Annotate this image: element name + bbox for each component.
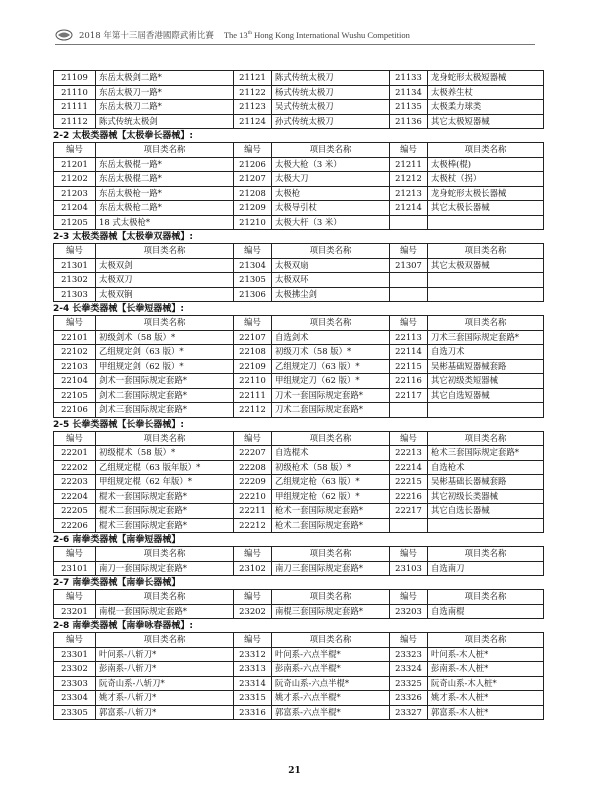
column-header-code: 编号 (390, 547, 428, 562)
event-name: 叶问系-六点半棍* (272, 647, 390, 662)
event-code-list (53, 70, 543, 721)
event-code: 22214 (390, 460, 428, 475)
event-name: 乙组规定刀（63 版）* (272, 359, 390, 374)
event-name: 南刀一套国际规定套路* (96, 561, 234, 576)
column-header-name: 项目类名称 (272, 431, 390, 446)
event-name: 甲组规定剑（62 版）* (96, 359, 234, 374)
table-row (54, 604, 544, 619)
event-name: 彭南系-八斩刀* (96, 662, 234, 677)
event-name: 吴彬基础短器械套路 (428, 359, 544, 374)
event-code: 21133 (390, 71, 428, 86)
table-row (54, 489, 544, 504)
event-code: 22116 (390, 374, 428, 389)
event-name: 太极养生杖 (428, 85, 544, 100)
event-name: 剑术一套国际规定套路* (96, 374, 234, 389)
event-name: 甲组规定刀（62 版）* (272, 374, 390, 389)
event-code: 21301 (54, 258, 96, 273)
table-header-row (54, 316, 544, 331)
event-name: 吴彬基础长器械套路 (428, 475, 544, 490)
event-name: 甲组规定棍（62 年版）* (96, 475, 234, 490)
event-name: 初级棍术（58 版）* (96, 446, 234, 461)
event-code: 21202 (54, 172, 96, 187)
event-code: 23202 (234, 604, 272, 619)
event-name (428, 215, 544, 230)
column-header-code: 编号 (54, 633, 96, 648)
event-name: 棍术三套国际规定套路* (96, 518, 234, 533)
column-header-code: 编号 (390, 316, 428, 331)
event-name: 太极棒(棍) (428, 157, 544, 172)
column-header-name: 项目类名称 (96, 633, 234, 648)
event-name: 姚才系-六点半棍* (272, 691, 390, 706)
event-name: 郭富系-八斩刀* (96, 705, 234, 720)
event-code: 22105 (54, 388, 96, 403)
event-code: 22114 (390, 345, 428, 360)
event-code: 22106 (54, 403, 96, 418)
event-code: 22215 (390, 475, 428, 490)
event-name: 棍术二套国际规定套路* (96, 504, 234, 519)
event-name: 剑术二套国际规定套路* (96, 388, 234, 403)
event-name: 龙身蛇形太极长器械 (428, 186, 544, 201)
event-name: 初级刀术（58 版）* (272, 345, 390, 360)
event-name: 乙组规定枪（63 版）* (272, 475, 390, 490)
event-code: 23323 (390, 647, 428, 662)
event-code: 22107 (234, 330, 272, 345)
column-header-code: 编号 (390, 244, 428, 259)
table-row (54, 518, 544, 533)
event-code: 21124 (234, 114, 272, 129)
event-name: 郭富系-六点半棍* (272, 705, 390, 720)
table-row (54, 647, 544, 662)
table-row (54, 85, 544, 100)
event-code: 23314 (234, 676, 272, 691)
table-header-row (54, 590, 544, 605)
table-row (54, 359, 544, 374)
column-header-code: 编号 (390, 431, 428, 446)
event-code: 22201 (54, 446, 96, 461)
event-code: 23203 (390, 604, 428, 619)
event-code: 21112 (54, 114, 96, 129)
table-row (54, 388, 544, 403)
event-name: 其它自选长器械 (428, 504, 544, 519)
column-header-name: 项目类名称 (272, 316, 390, 331)
event-code: 21209 (234, 201, 272, 216)
column-header-code: 编号 (234, 316, 272, 331)
event-code: 23327 (390, 705, 428, 720)
event-name: 太极导引杖 (272, 201, 390, 216)
section-title: 2-3 太极类器械【太极拳双器械】: (53, 232, 193, 242)
table-header-row (54, 244, 544, 259)
event-code: 22205 (54, 504, 96, 519)
event-code: 23315 (234, 691, 272, 706)
event-name: 枪术二套国际规定套路* (272, 518, 390, 533)
event-code: 21136 (390, 114, 428, 129)
event-code: 21208 (234, 186, 272, 201)
section-title: 2-2 太极类器械【太极拳长器械】: (53, 131, 193, 141)
event-code: 21205 (54, 215, 96, 230)
column-header-name: 项目类名称 (428, 431, 544, 446)
table-row (54, 71, 544, 86)
event-code: 22207 (234, 446, 272, 461)
table-row (54, 258, 544, 273)
event-name: 18 式太极枪* (96, 215, 234, 230)
event-code: 23103 (390, 561, 428, 576)
event-name: 东岳太极枪一路* (96, 186, 234, 201)
event-code: 21123 (234, 100, 272, 115)
event-name: 东岳太极刀一路* (96, 85, 234, 100)
event-name: 彭南系-木人桩* (428, 662, 544, 677)
event-code: 22211 (234, 504, 272, 519)
event-code: 21203 (54, 186, 96, 201)
event-code: 22113 (390, 330, 428, 345)
event-code: 22112 (234, 403, 272, 418)
event-code: 23325 (390, 676, 428, 691)
event-code: 21122 (234, 85, 272, 100)
page-number: 21 (288, 766, 301, 776)
event-code: 21206 (234, 157, 272, 172)
section-title: 2-5 长拳类器械【长拳长器械】: (53, 419, 184, 430)
event-name: 彭南系-六点半棍* (272, 662, 390, 677)
column-header-name: 项目类名称 (272, 633, 390, 648)
column-header-name: 项目类名称 (96, 431, 234, 446)
column-header-code: 编号 (54, 316, 96, 331)
event-code: 21204 (54, 201, 96, 216)
event-code: 23201 (54, 604, 96, 619)
event-code: 21302 (54, 273, 96, 288)
event-name: 郭富系-木人桩* (428, 705, 544, 720)
event-name: 太极杖（拐） (428, 172, 544, 187)
event-code: 22217 (390, 504, 428, 519)
event-name: 其它太极长器械 (428, 201, 544, 216)
event-name: 龙身蛇形太极短器械 (428, 71, 544, 86)
table-row (54, 691, 544, 706)
column-header-code: 编号 (390, 590, 428, 605)
event-table (53, 546, 544, 576)
section-title: 2-4 长拳类器械【长拳短器械】: (53, 304, 184, 314)
event-name: 阮奇山系-六点半棍* (272, 676, 390, 691)
event-code: 22102 (54, 345, 96, 360)
event-name: 自选枪术 (428, 460, 544, 475)
event-name: 自选南刀 (428, 561, 544, 576)
event-code: 21121 (234, 71, 272, 86)
event-code: 23312 (234, 647, 272, 662)
table-row (54, 172, 544, 187)
event-name (428, 518, 544, 533)
column-header-name: 项目类名称 (428, 590, 544, 605)
event-name: 刀术一套国际规定套路* (272, 388, 390, 403)
table-row (54, 273, 544, 288)
event-code: 22204 (54, 489, 96, 504)
table-row (54, 662, 544, 677)
event-code: 21303 (54, 287, 96, 302)
table-row (54, 374, 544, 389)
event-code: 21211 (390, 157, 428, 172)
event-name: 南棍一套国际规定套路* (96, 604, 234, 619)
event-name: 南棍三套国际规定套路* (272, 604, 390, 619)
event-name: 其它太极短器械 (428, 114, 544, 129)
event-code: 21304 (234, 258, 272, 273)
event-table (53, 589, 544, 619)
event-name: 孙式传统太极刀 (272, 114, 390, 129)
event-code: 22213 (390, 446, 428, 461)
event-name: 其它太极双器械 (428, 258, 544, 273)
event-name: 太极双扇 (272, 258, 390, 273)
event-code: 23301 (54, 647, 96, 662)
event-code: 23101 (54, 561, 96, 576)
event-code: 23316 (234, 705, 272, 720)
column-header-name: 项目类名称 (96, 547, 234, 562)
event-code: 22110 (234, 374, 272, 389)
column-header-name: 项目类名称 (428, 633, 544, 648)
event-code: 22111 (234, 388, 272, 403)
event-name: 甲组规定枪（62 版）* (272, 489, 390, 504)
page-header (55, 26, 535, 44)
event-code: 22210 (234, 489, 272, 504)
event-code (390, 403, 428, 418)
table-row (54, 186, 544, 201)
table-row (54, 100, 544, 115)
event-name: 太极双锏 (96, 287, 234, 302)
event-name: 初级剑术（58 版）* (96, 330, 234, 345)
event-name (428, 287, 544, 302)
table-row (54, 330, 544, 345)
event-name: 其它初级长类器械 (428, 489, 544, 504)
table-header-row (54, 431, 544, 446)
event-name: 东岳太极棍一路* (96, 157, 234, 172)
column-header-name: 项目类名称 (428, 316, 544, 331)
column-header-code: 编号 (234, 547, 272, 562)
event-name: 叶问系-八斩刀* (96, 647, 234, 662)
event-code: 22209 (234, 475, 272, 490)
event-code: 21305 (234, 273, 272, 288)
section-title: 2-6 南拳类器械【南拳短器械】 (53, 535, 181, 545)
event-name: 太极拂尘剑 (272, 287, 390, 302)
event-code: 23304 (54, 691, 96, 706)
event-table (53, 431, 544, 534)
event-code: 22108 (234, 345, 272, 360)
column-header-name: 项目类名称 (272, 547, 390, 562)
event-code: 23302 (54, 662, 96, 677)
table-header-row (54, 633, 544, 648)
event-code: 22117 (390, 388, 428, 403)
column-header-name: 项目类名称 (272, 143, 390, 158)
table-row (54, 215, 544, 230)
event-code: 21307 (390, 258, 428, 273)
event-name: 东岳太极棍二路* (96, 172, 234, 187)
event-name: 姚才系-木人桩* (428, 691, 544, 706)
event-name: 棍术一套国际规定套路* (96, 489, 234, 504)
column-header-name: 项目类名称 (96, 244, 234, 259)
event-code: 21306 (234, 287, 272, 302)
event-code: 22115 (390, 359, 428, 374)
event-name: 太极大杆（3 米） (272, 215, 390, 230)
column-header-name: 项目类名称 (96, 143, 234, 158)
event-name: 阮奇山系-八斩刀* (96, 676, 234, 691)
event-name: 吴式传统太极刀 (272, 100, 390, 115)
column-header-code: 编号 (234, 431, 272, 446)
event-name (428, 403, 544, 418)
event-code (390, 215, 428, 230)
event-name: 自选剑术 (272, 330, 390, 345)
column-header-code: 编号 (54, 590, 96, 605)
event-code (390, 518, 428, 533)
event-code: 22109 (234, 359, 272, 374)
event-name: 南刀三套国际规定套路* (272, 561, 390, 576)
header-title: 2018 年第十三屆香港國際武術比賽 (79, 31, 214, 41)
event-name: 刀术三套国际规定套路* (428, 330, 544, 345)
event-code: 21213 (390, 186, 428, 201)
header-divider (55, 44, 535, 45)
event-code: 23305 (54, 705, 96, 720)
column-header-name: 项目类名称 (272, 244, 390, 259)
event-name: 杨式传统太极刀 (272, 85, 390, 100)
event-code: 21109 (54, 71, 96, 86)
event-name: 太极双环 (272, 273, 390, 288)
event-name: 太极大枪（3 米） (272, 157, 390, 172)
column-header-code: 编号 (234, 590, 272, 605)
event-name: 陈式传统太极刀 (272, 71, 390, 86)
table-row (54, 157, 544, 172)
event-name: 枪术三套国际规定套路* (428, 446, 544, 461)
event-name: 自选刀术 (428, 345, 544, 360)
event-code: 22103 (54, 359, 96, 374)
column-header-name: 项目类名称 (428, 244, 544, 259)
table-row (54, 705, 544, 720)
event-code: 23102 (234, 561, 272, 576)
column-header-code: 编号 (234, 244, 272, 259)
event-code: 21134 (390, 85, 428, 100)
event-code: 22203 (54, 475, 96, 490)
table-row (54, 345, 544, 360)
event-code: 22206 (54, 518, 96, 533)
column-header-code: 编号 (54, 244, 96, 259)
table-row (54, 561, 544, 576)
event-name: 姚才系-八斩刀* (96, 691, 234, 706)
event-name: 枪术一套国际规定套路* (272, 504, 390, 519)
event-code (390, 273, 428, 288)
event-table (53, 315, 544, 418)
column-header-name: 项目类名称 (428, 143, 544, 158)
event-name: 叶问系-木人桩* (428, 647, 544, 662)
table-header-row (54, 143, 544, 158)
section-title: 2-7 南拳类器械【南拳长器械】 (53, 578, 181, 588)
event-code: 22101 (54, 330, 96, 345)
table-row (54, 201, 544, 216)
event-name: 太极双剑 (96, 258, 234, 273)
event-code: 23326 (390, 691, 428, 706)
event-code: 22216 (390, 489, 428, 504)
table-header-row (54, 547, 544, 562)
column-header-code: 编号 (390, 143, 428, 158)
competition-logo-icon (55, 29, 73, 41)
column-header-name: 项目类名称 (428, 547, 544, 562)
event-name: 东岳太极枪二路* (96, 201, 234, 216)
event-code: 22208 (234, 460, 272, 475)
event-name: 乙组规定剑（63 版）* (96, 345, 234, 360)
column-header-code: 编号 (54, 143, 96, 158)
column-header-code: 编号 (54, 547, 96, 562)
event-code (390, 287, 428, 302)
event-code: 21207 (234, 172, 272, 187)
event-name: 自选棍术 (272, 446, 390, 461)
table-row (54, 475, 544, 490)
column-header-code: 编号 (234, 633, 272, 648)
event-code: 21111 (54, 100, 96, 115)
event-name: 初级枪术（58 版）* (272, 460, 390, 475)
event-code: 22202 (54, 460, 96, 475)
event-name: 东岳太极刀二路* (96, 100, 234, 115)
event-code: 21214 (390, 201, 428, 216)
event-code: 21110 (54, 85, 96, 100)
event-code: 21212 (390, 172, 428, 187)
event-name: 太极柔力球类 (428, 100, 544, 115)
table-row (54, 403, 544, 418)
table-row (54, 446, 544, 461)
table-row (54, 676, 544, 691)
table-row (54, 114, 544, 129)
event-name: 其它初级类短器械 (428, 374, 544, 389)
event-name: 剑术三套国际规定套路* (96, 403, 234, 418)
table-row (54, 287, 544, 302)
event-code: 23313 (234, 662, 272, 677)
header-subtitle: The 13th Hong Kong International Wushu Competition (223, 30, 410, 40)
event-code: 21135 (390, 100, 428, 115)
event-code: 21210 (234, 215, 272, 230)
event-code: 22104 (54, 374, 96, 389)
table-row (54, 460, 544, 475)
column-header-code: 编号 (390, 633, 428, 648)
event-table (53, 70, 544, 129)
column-header-code: 编号 (54, 431, 96, 446)
event-name: 自选南棍 (428, 604, 544, 619)
event-name: 其它自选短器械 (428, 388, 544, 403)
event-name: 太极双刀 (96, 273, 234, 288)
event-name: 东岳太极剑二路* (96, 71, 234, 86)
table-row (54, 504, 544, 519)
event-name: 乙组规定棍（63 版年版）* (96, 460, 234, 475)
event-table (53, 243, 544, 302)
column-header-name: 项目类名称 (96, 316, 234, 331)
event-table (53, 632, 544, 720)
event-code: 23324 (390, 662, 428, 677)
event-name: 阮奇山系-木人桩* (428, 676, 544, 691)
column-header-name: 项目类名称 (272, 590, 390, 605)
event-name: 太极大刀 (272, 172, 390, 187)
column-header-name: 项目类名称 (96, 590, 234, 605)
event-table (53, 142, 544, 230)
event-name (428, 273, 544, 288)
event-code: 23303 (54, 676, 96, 691)
event-name: 陈式传统太极剑 (96, 114, 234, 129)
event-code: 22212 (234, 518, 272, 533)
event-name: 太极枪 (272, 186, 390, 201)
event-name: 刀术二套国际规定套路* (272, 403, 390, 418)
event-code: 21201 (54, 157, 96, 172)
column-header-code: 编号 (234, 143, 272, 158)
section-title: 2-8 南拳类器械【南拳咏春器械】: (53, 621, 193, 631)
